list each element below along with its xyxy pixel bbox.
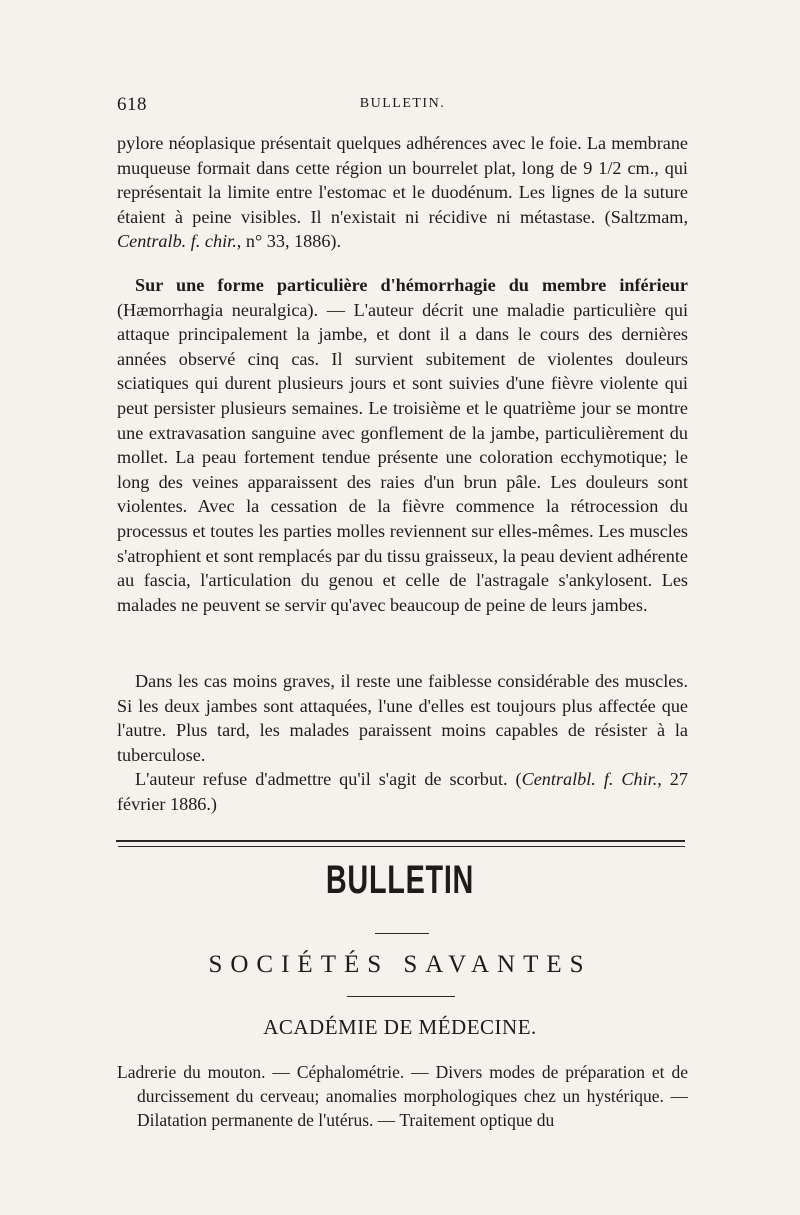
summary-text: Ladrerie du mouton. — Céphalométrie. — Divers modes de préparation et de durcissement du cerveau; anomalies morphologiques chez un hystérique. — Dilatation permanente de l'utérus. — Traitement optique du	[117, 1062, 688, 1130]
article-paragraph-2	[117, 669, 688, 767]
citation-end: , 27 février 1886.)	[117, 769, 688, 814]
subsection-heading: ACADÉMIE DE MÉDECINE.	[263, 1015, 537, 1039]
article-paragraph-3	[117, 767, 688, 816]
source-citation: Centralb. f. chir.	[117, 231, 237, 252]
section-divider	[116, 840, 685, 842]
page-number: 618	[117, 94, 147, 115]
article-body: (Hæmorrhagia neuralgica). — L'auteur décrit une maladie particulière qui attaque principalement la jambe, et dont il a dans le cours des dernières années observé cinq cas. Il survient subitement de violentes douleurs sciatiques qui durent plusieurs jours et sont suivies d'une fièvre violente qui peut persister plusieurs semaines. Le troisième et le quatrième jour se montre une extravasation sanguine avec gonflement de la jambe, particulièrement du mollet. La peau fortement tendue présente une coloration ecchymotique; le long des veines apparaissent des raies d'un brun pâle. Les douleurs sont violentes. Avec la cessation de la fièvre commence la rétrocession du processus et toutes les parties molles reviennent sur elles-mêmes. Les muscles s'atrophient et sont remplacés par du tissu graisseux, la peau devient adhérente au fascia, l'articulation du genou et celle de l'astragale s'ankylosent. Les malades ne peuvent se servir qu'avec beaucoup de peine de leurs jambes.	[117, 299, 688, 615]
paragraph-text: L'auteur refuse d'admettre qu'il s'agit de scorbut. (	[135, 769, 522, 789]
page-header	[117, 94, 688, 118]
article-title: Sur une forme particulière d'hémorrhagie du membre inférieur	[135, 275, 688, 295]
section-divider-thin	[118, 846, 685, 847]
citation-end: , n° 33, 1886).	[236, 231, 342, 252]
source-citation: Centralbl. f. Chir.	[521, 769, 658, 789]
session-summary	[117, 1060, 688, 1132]
continued-paragraph	[117, 131, 688, 254]
bulletin-heading: BULLETIN	[325, 858, 475, 902]
running-head: BULLETIN.	[359, 96, 446, 111]
section-heading: SOCIÉTÉS SAVANTES	[208, 951, 592, 978]
heading-rule	[347, 996, 455, 997]
paragraph-text: pylore néoplasique présentait quelques adhérences avec le foie. La membrane muqueuse formait dans cette région un bourrelet plat, long de 9 1/2 cm., qui représentait la limite entre l'estomac et le duodénum. Les lignes de la suture étaient à peine visibles. Il n'existait ni récidive ni métastase. (Saltzmam,	[117, 133, 688, 227]
paragraph-text: Dans les cas moins graves, il reste une faiblesse considérable des muscles. Si les deux jambes sont attaquées, l'une d'elles est toujours plus affectée que l'autre. Plus tard, les malades paraissent moins capables de résister à la tuberculose.	[117, 671, 688, 765]
article-paragraph	[117, 273, 688, 617]
heading-rule	[375, 933, 429, 934]
